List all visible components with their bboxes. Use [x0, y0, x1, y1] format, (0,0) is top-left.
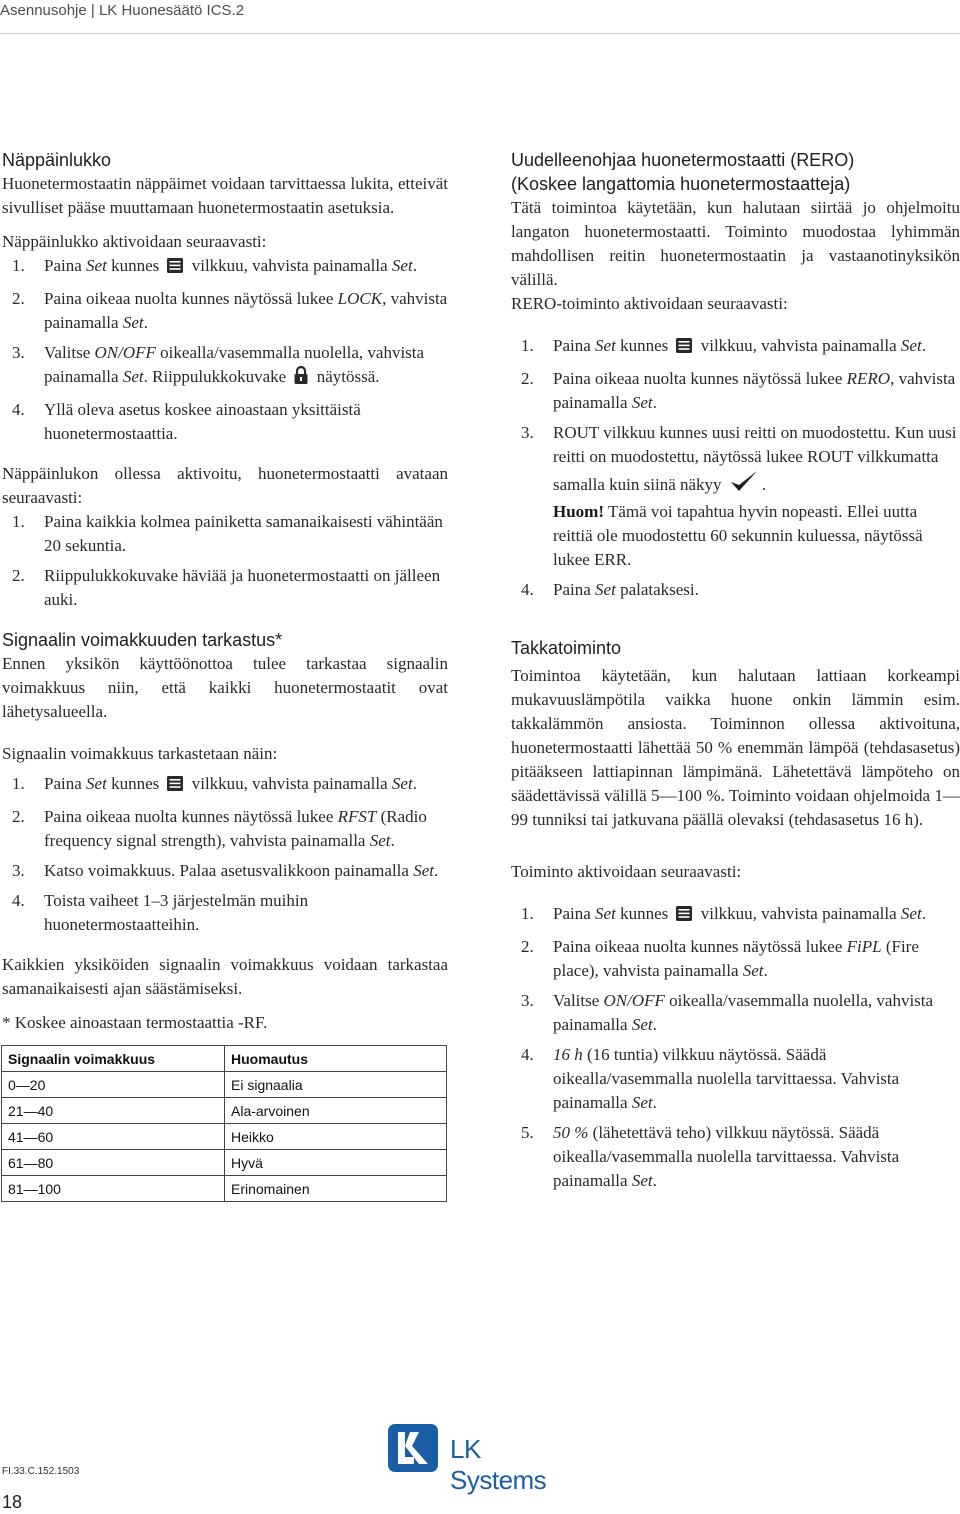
list-item: 2. Paina oikeaa nuolta kunnes näytössä lukee LOCK, vahvista painamalla Set.: [12, 289, 448, 332]
left-column: [2, 148, 448, 1202]
table-row: 61—80 Hyvä: [2, 1150, 447, 1176]
list-item: 3. Valitse ON/OFF oikealla/vasemmalla nuolella, vahvista painamalla Set. Riippulukkokuvake näytössä.: [2, 341, 448, 392]
list-item: 1. Paina Set kunnes vilkkuu, vahvista painamalla Set.: [511, 334, 960, 361]
fireplace-activate-intro: Toiminto aktivoidaan seuraavasti:: [511, 862, 742, 881]
list-item: 4. Toista vaiheet 1–3 järjestelmän muihin huonetermostaatteihin.: [12, 891, 309, 934]
list-item: 1. Paina Set kunnes vilkkuu, vahvista painamalla Set.: [2, 254, 448, 281]
rero-heading: Uudelleenohjaa huonetermostaatti (RERO): [511, 150, 855, 170]
list-item: 2. Paina oikeaa nuolta kunnes näytössä lukee FiPL (Fire place), vahvista painamalla Set.: [521, 937, 919, 980]
padlock-icon: [293, 365, 309, 392]
lk-systems-logo: [388, 1424, 578, 1495]
fireplace-intro: Toimintoa käytetään, kun halutaan lattiaan korkeampi mukavuuslämpötila vaikka huone onkin lämmin esim. takkalämmön ansiosta. Toiminnon ollessa aktivoituna, huonetermostaatti lähettää 50 % enemmän lämpöä (tehdasasetus) pitääkseen lattiapinnan lämpimänä. Lähetettävä lämpöteho on säädettävissä välillä 5—100 %. Toiminto voidaan ohjelmoida 1—99 tunniksi tai jatkuvana päällä olevaksi (tehdasasetus 16 h).: [511, 666, 960, 829]
list-item: 4. Paina Set palataksesi.: [521, 580, 699, 599]
rero-activate-intro: RERO-toiminto aktivoidaan seuraavasti:: [511, 294, 788, 313]
signal-intro: Ennen yksikön käyttöönottoa tulee tarkastaa signaalin voimakkuus niin, että kaikki huonetermostaatit ovat lähetysalueella.: [2, 654, 448, 721]
checkmark-icon: [729, 469, 759, 500]
list-item: 4. 16 h (16 tuntia) vilkkuu näytössä. Säädä oikealla/vasemmalla nuolella tarvittaessa. Vahvista painamalla Set.: [521, 1045, 900, 1112]
table-header-cell: Huomautus: [225, 1046, 447, 1072]
page-header: [0, 0, 960, 34]
list-item: 3. Katso voimakkuus. Palaa asetusvalikkoon painamalla Set.: [12, 861, 439, 880]
right-column: [511, 148, 960, 1199]
fireplace-heading: Takkatoiminto: [511, 638, 622, 658]
menu-icon: [166, 775, 184, 799]
rero-intro: Tätä toimintoa käytetään, kun halutaan siirtää jo ohjelmoitu langaton huonetermostaatti. Toiminto muodostaa lyhimmän mahdollisen reitin huonetermostaatin ja vastaanotinyksikön välillä.: [511, 198, 960, 289]
lk-logo-icon: [388, 1424, 438, 1477]
table-row: 81—100 Erinomainen: [2, 1176, 447, 1202]
list-item: 3. ROUT vilkkuu kunnes uusi reitti on muodostettu. Kun uusi reitti on muodostettu, näytössä lukee ROUT vilkkumatta samalla kuin siinä näkyy . Huom! Tämä voi tapahtua hyvin nopeasti. Ellei uutta reittiä ole muodostettu 60 sekunnin kuluessa, näytössä lukee ERR.: [521, 423, 957, 569]
signal-strength-table: [1, 1045, 447, 1202]
menu-icon: [675, 337, 693, 361]
keylock-open-steps: [2, 510, 448, 612]
table-header-cell: Signaalin voimakkuus: [2, 1046, 225, 1072]
signal-check-intro: Signaalin voimakkuus tarkastetaan näin:: [2, 744, 278, 763]
keylock-heading: Näppäinlukko: [2, 150, 112, 170]
list-item: 2. Riippulukkokuvake häviää ja huonetermostaatti on jälleen auki.: [12, 566, 441, 609]
header-title: Asennusohje | LK Huonesäätö ICS.2: [0, 2, 245, 19]
page-number: 18: [2, 1492, 23, 1512]
list-item: 3. Valitse ON/OFF oikealla/vasemmalla nuolella, vahvista painamalla Set.: [521, 991, 934, 1034]
signal-heading: Signaalin voimakkuuden tarkastus*: [2, 630, 283, 650]
table-header-row: [2, 1046, 447, 1072]
logo-text: LK Systems: [450, 1434, 547, 1495]
list-item: 1. Paina kaikkia kolmea painiketta samanaikaisesti vähintään 20 sekuntia.: [12, 512, 443, 555]
list-item: 2. Paina oikeaa nuolta kunnes näytössä lukee RFST (Radio frequency signal strength), vahvista painamalla Set.: [12, 807, 427, 850]
document-code: FI.33.C.152.1503: [2, 1466, 80, 1477]
list-item: 4. Yllä oleva asetus koskee ainoastaan yksittäistä huonetermostaattia.: [12, 400, 361, 443]
list-item: 1. Paina Set kunnes vilkkuu, vahvista painamalla Set.: [511, 902, 960, 929]
menu-icon: [675, 905, 693, 929]
keylock-open-intro: Näppäinlukon ollessa aktivoitu, huonetermostaatti avataan seuraavasti:: [2, 464, 448, 507]
table-row: 0—20 Ei signaalia: [2, 1072, 447, 1098]
rero-steps: [511, 334, 960, 602]
list-item: 1. Paina Set kunnes vilkkuu, vahvista painamalla Set.: [2, 772, 448, 799]
list-item: 2. Paina oikeaa nuolta kunnes näytössä lukee RERO, vahvista painamalla Set.: [521, 369, 956, 412]
rero-subheading: (Koskee langattomia huonetermostaatteja): [511, 174, 851, 194]
table-row: 41—60 Heikko: [2, 1124, 447, 1150]
keylock-intro: Huonetermostaatin näppäimet voidaan tarvittaessa lukita, etteivät sivulliset pääse muuttamaan huonetermostaatin asetuksia.: [2, 174, 448, 217]
signal-steps: [2, 772, 448, 937]
fireplace-steps: [511, 902, 960, 1193]
menu-icon: [166, 257, 184, 281]
signal-footnote: * Koskee ainoastaan termostaattia -RF.: [2, 1013, 268, 1032]
list-item: 5. 50 % (lähetettävä teho) vilkkuu näytössä. Säädä oikealla/vasemmalla nuolella tarvittaessa. Vahvista painamalla Set.: [521, 1123, 900, 1190]
table-row: 21—40 Ala-arvoinen: [2, 1098, 447, 1124]
keylock-activate-intro: Näppäinlukko aktivoidaan seuraavasti:: [2, 232, 267, 251]
keylock-steps: [2, 254, 448, 446]
signal-note-all: Kaikkien yksiköiden signaalin voimakkuus voidaan tarkastaa samanaikaisesti ajan säästämiseksi.: [2, 955, 448, 998]
